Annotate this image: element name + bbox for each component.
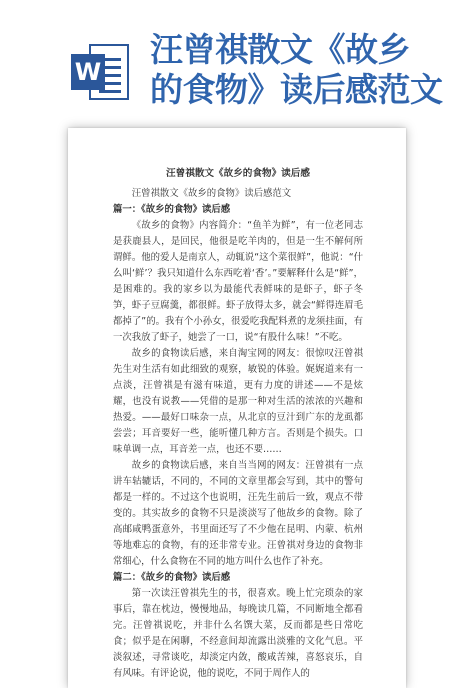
paragraph-2: 故乡的食物读后感，来自淘宝网的网友：很惊叹汪曾祺先生对生活有如此细致的观察，敏锐的体验。娓娓道来有一点淡，汪曾祺是有滋有味道，更有力度的讲述——不是炫耀，也没有说教——凭借的是那一种对生活的浓浓的兴趣和热爱。——最好口味杂一点，从北京的豆汁到广东的龙虱都尝尝；耳音要好一些，能听懂几种方言。否则是个损失。口味单调一点，耳音差一点，也还不要…… — [113, 348, 363, 455]
paragraph-1: 《故乡的食物》内容简介：“鱼羊为鲜”，有一位老同志是获鹿县人，是回民，他很是吃羊肉的，但是一生不解何所谓鲜。他的爱人是南京人，动辄说“这个菜很鲜”，他说：“什么叫‘鲜’？我只知道什么东西吃着‘香’。”要解释什么是“鲜”，是困难的。我的家乡以为最能代表鲜味的是虾子，虾子冬笋，虾子豆腐羹，都很鲜。虾子放得太多，就会“鲜得连眉毛都掉了”的。我有个小孙女，很爱吃我配料煮的龙须挂面，有一次我放了虾子，她尝了一口，说“有股什么味！”不吃。 — [113, 220, 363, 343]
paragraph-4: 第一次读汪曾祺先生的书，很喜欢。晚上忙完琐杂的家事后，靠在枕边，慢慢地品，每晚读几篇，不同断地全都看完。汪曾祺说吃，并非什么名馔大菜，反而都是些日常吃食；似乎是在闲聊，不经意间却流露出淡雅的文化气息。平淡叙述，寻常谈吃，却淡定内敛，酸咸苦辣，喜怒哀乐，自有风味。有评论说，他的说吃，不同于周作人的 — [113, 588, 363, 679]
word-document-icon — [71, 40, 133, 106]
section-heading-1: 篇一：《故乡的食物》读后感 — [113, 204, 231, 215]
document-page — [68, 128, 406, 688]
cover-title-line-2: 的食物》读后感范文 — [150, 70, 443, 109]
cover-title — [150, 30, 470, 110]
document-subtitle: 汪曾祺散文《故乡的食物》读后感范文 — [131, 188, 292, 199]
document-body — [113, 166, 363, 682]
word-logo-icon: W — [71, 54, 105, 90]
section-heading-2: 篇二：《故乡的食物》读后感 — [113, 572, 231, 583]
document-title: 汪曾祺散文《故乡的食物》读后感 — [166, 168, 310, 179]
paragraph-3: 故乡的食物读后感，来自当当网的网友：汪曾祺有一点讲车轱辘话，不同的，不同的文章里都会写到，其中的警句都是一样的。不过这个也说明，汪先生前后一致，观点不带变的。其实故乡的食物不只是淡淡写了他故乡的食物。除了高邮咸鸭蛋意外，书里面还写了不少他在昆明、内蒙、杭州等地难忘的食物，有的还非常专业。汪曾祺对身边的食物非常细心，什么食物在不同的地方叫什么也作了补充。 — [113, 460, 363, 567]
cover-title-line-1: 汪曾祺散文《故乡 — [150, 30, 410, 69]
